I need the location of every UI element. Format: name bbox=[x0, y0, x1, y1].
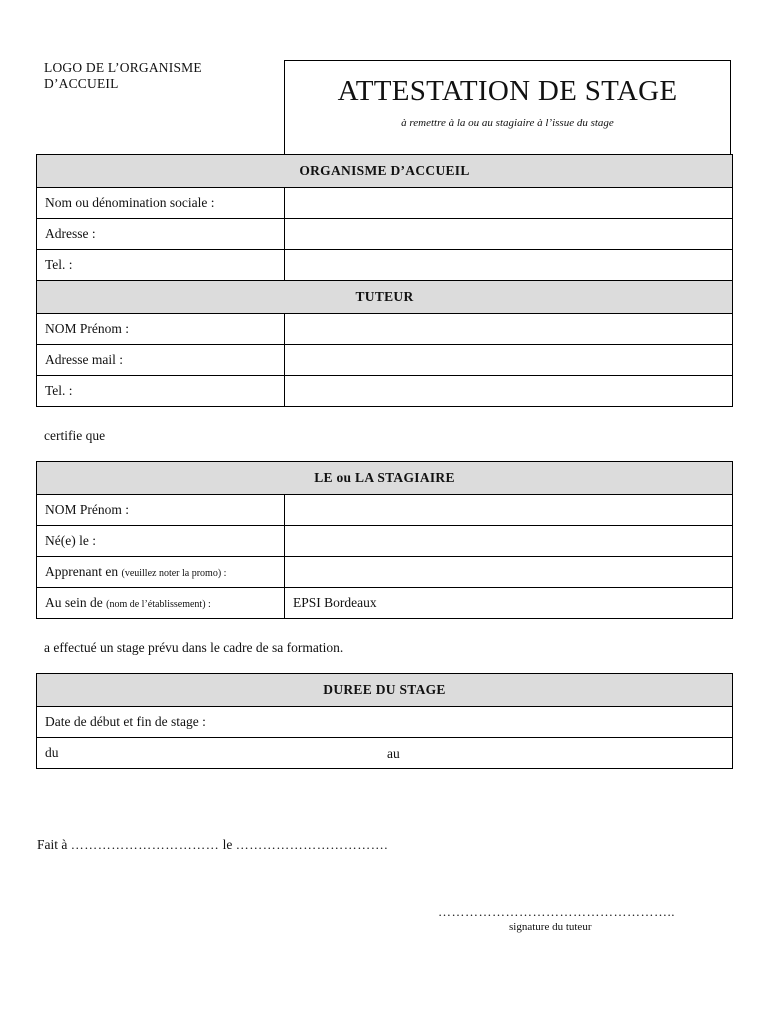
tuteur-tel-label: Tel. : bbox=[37, 376, 285, 407]
stagiaire-school-label-main: Au sein de bbox=[45, 595, 103, 610]
duree-table bbox=[36, 673, 733, 769]
stagiaire-table bbox=[36, 461, 733, 619]
tuteur-email-label: Adresse mail : bbox=[37, 345, 285, 376]
logo-placeholder bbox=[44, 60, 202, 92]
organisme-tel-field[interactable] bbox=[285, 250, 733, 281]
organisme-address-label: Adresse : bbox=[37, 219, 285, 250]
certifie-text: certifie que bbox=[44, 428, 106, 443]
organisme-tuteur-table bbox=[36, 154, 733, 407]
document-subtitle: à remettre à la ou au stagiaire à l’issue du stage bbox=[401, 117, 614, 129]
document-title: ATTESTATION DE STAGE bbox=[337, 75, 678, 107]
duree-heading: DUREE DU STAGE bbox=[37, 674, 733, 707]
organisme-address-field[interactable] bbox=[285, 219, 733, 250]
stagiaire-name-label: NOM Prénom : bbox=[37, 495, 285, 526]
logo-placeholder-line1: LOGO DE L’ORGANISME bbox=[44, 60, 202, 75]
tuteur-name-field[interactable] bbox=[285, 314, 733, 345]
stagiaire-promo-label-main: Apprenant en bbox=[45, 564, 119, 579]
organisme-name-field[interactable] bbox=[285, 188, 733, 219]
title-box bbox=[284, 60, 731, 154]
stagiaire-school-label-note: (nom de l’établissement) : bbox=[106, 599, 211, 610]
stagiaire-birthdate-label: Né(e) le : bbox=[37, 526, 285, 557]
stagiaire-name-field[interactable] bbox=[285, 495, 733, 526]
stagiaire-school-label bbox=[37, 588, 285, 619]
organisme-tel-label: Tel. : bbox=[37, 250, 285, 281]
tuteur-heading: TUTEUR bbox=[37, 281, 733, 314]
stagiaire-birthdate-field[interactable] bbox=[285, 526, 733, 557]
logo-placeholder-line2: D’ACCUEIL bbox=[44, 76, 119, 91]
stagiaire-heading: LE ou LA STAGIAIRE bbox=[37, 462, 733, 495]
fait-a-field[interactable]: …………………………… bbox=[70, 837, 220, 852]
stagiaire-promo-label-note: (veuillez noter la promo) : bbox=[121, 568, 227, 579]
fait-a-label: Fait à bbox=[37, 837, 68, 852]
tuteur-name-label: NOM Prénom : bbox=[37, 314, 285, 345]
stagiaire-school-field[interactable]: EPSI Bordeaux bbox=[285, 588, 733, 619]
organisme-name-label: Nom ou dénomination sociale : bbox=[37, 188, 285, 219]
duree-au-label: au bbox=[387, 746, 400, 761]
effectue-text: a effectué un stage prévu dans le cadre de sa formation. bbox=[44, 640, 344, 655]
duree-du-label: du bbox=[45, 745, 59, 760]
fait-a-line bbox=[37, 837, 388, 853]
le-label: le bbox=[222, 837, 233, 852]
duree-dates-label: Date de début et fin de stage : bbox=[37, 707, 733, 738]
organisme-heading: ORGANISME D’ACCUEIL bbox=[37, 155, 733, 188]
stagiaire-promo-field[interactable] bbox=[285, 557, 733, 588]
le-date-field[interactable]: ……………………………. bbox=[235, 837, 388, 852]
duree-du-au-row[interactable] bbox=[37, 738, 733, 769]
stagiaire-promo-label bbox=[37, 557, 285, 588]
signature-caption: signature du tuteur bbox=[509, 921, 592, 933]
signature-field[interactable]: …………………………………………….. bbox=[438, 904, 675, 919]
tuteur-email-field[interactable] bbox=[285, 345, 733, 376]
tuteur-tel-field[interactable] bbox=[285, 376, 733, 407]
